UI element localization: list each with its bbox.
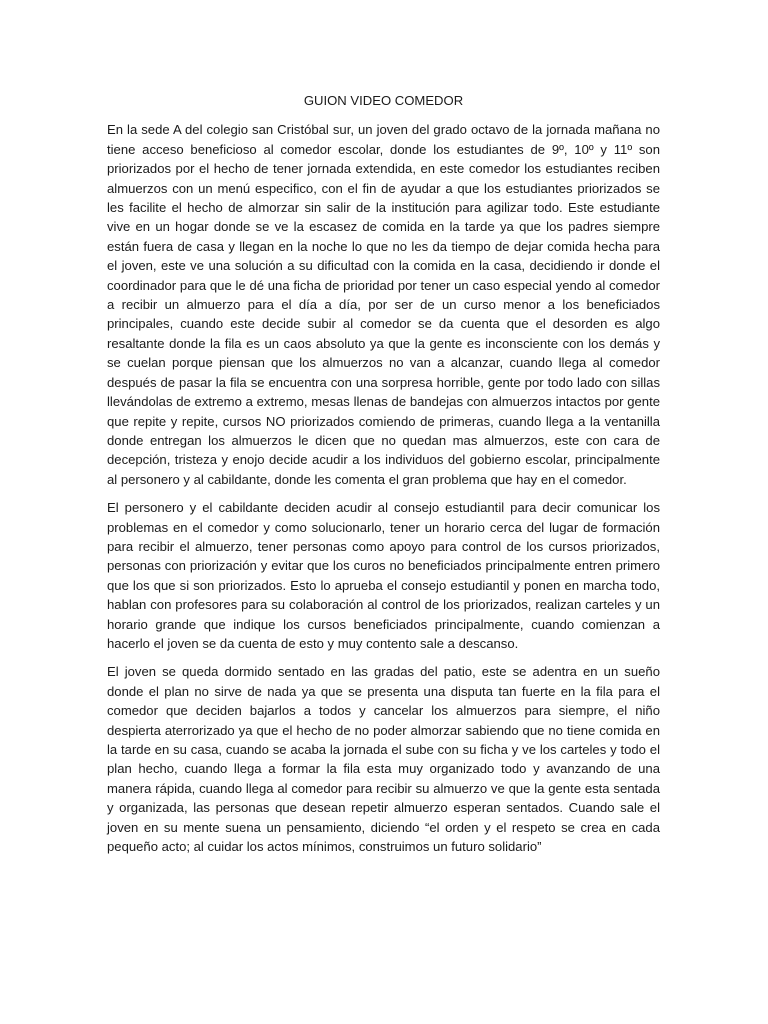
paragraph-3: El joven se queda dormido sentado en las gradas del patio, este se adentra en un sueño donde el plan no sirve de nada ya que se presenta una disputa tan fuerte en la fila para el comedor que deciden bajarlos a todos y cancelar los almuerzos para siempre, el niño despierta aterrorizado ya que el hecho de no poder almorzar sabiendo que no tiene comida en la tarde en su casa, cuando se acaba la jornada el sube con su ficha y ve los carteles y todo el plan hecho, cuando llega a formar la fila esta muy organizado todo y avanzando de una manera rápida, cuando llega al comedor para recibir su almuerzo ve que la gente esta sentada y organizada, las personas que desean repetir almuerzo esperan sentados. Cuando sale el joven en su mente suena un pensamiento, diciendo “el orden y el respeto se crea en cada pequeño acto; al cuidar los actos mínimos, construimos un futuro solidario” (107, 664, 660, 855)
paragraph-1: En la sede A del colegio san Cristóbal sur, un joven del grado octavo de la jornada mañana no tiene acceso beneficioso al comedor escolar, donde los estudiantes de 9º, 10º y 11º son priorizados por el hecho de tener jornada extendida, en este comedor los estudiantes reciben almuerzos con un menú especifico, con el fin de ayudar a que los estudiantes priorizados se les facilite el hecho de almorzar sin salir de la institución para agilizar todo. Este estudiante vive en un hogar donde se ve la escasez de comida en la tarde ya que los padres siempre están fuera de casa y llegan en la noche lo que no les da tiempo de dejar comida hecha para el joven, este ve una solución a su dificultad con la comida en la casa, decidiendo ir donde el coordinador para que le dé una ficha de prioridad por tener un caso especial yendo al comedor a recibir un almuerzo para el día a día, por ser de un curso menor a los beneficiados principales, cuando este decide subir al comedor se da cuenta que el desorden es algo resaltante donde la fila es un caos absoluto ya que la gente es inconsciente con los demás y se cuelan porque piensan que los almuerzos no van a alcanzar, cuando llega al comedor después de pasar la fila se encuentra con una sorpresa horrible, gente por todo lado con sillas llevándolas de extremo a extremo, mesas llenas de bandejas con almuerzos intactos por gente que repite y repite, cursos NO priorizados comiendo de primeras, cuando llega a la ventanilla donde entregan los almuerzos le dicen que no quedan mas almuerzos, este con cara de decepción, tristeza y enojo decide acudir a los individuos del gobierno escolar, principalmente al personero y al cabildante, donde les comenta el gran problema que hay en el comedor. (107, 122, 660, 487)
paragraph-2: El personero y el cabildante deciden acudir al consejo estudiantil para decir comunicar los problemas en el comedor y como solucionarlo, tener un horario cerca del lugar de formación para recibir el almuerzo, tener personas como apoyo para control de los cursos priorizados, personas con priorización y evitar que los curos no beneficiados principalmente entren primero que los que si son priorizados. Esto lo aprueba el consejo estudiantil y ponen en marcha todo, hablan con profesores para su colaboración al control de los priorizados, realizan carteles y un horario grande que indique los cursos beneficiados principalmente, cuando comienzan a hacerlo el joven se da cuenta de esto y muy contento sale a descanso. (107, 500, 660, 651)
document-title: GUION VIDEO COMEDOR (303, 93, 464, 108)
document-body (107, 91, 660, 865)
